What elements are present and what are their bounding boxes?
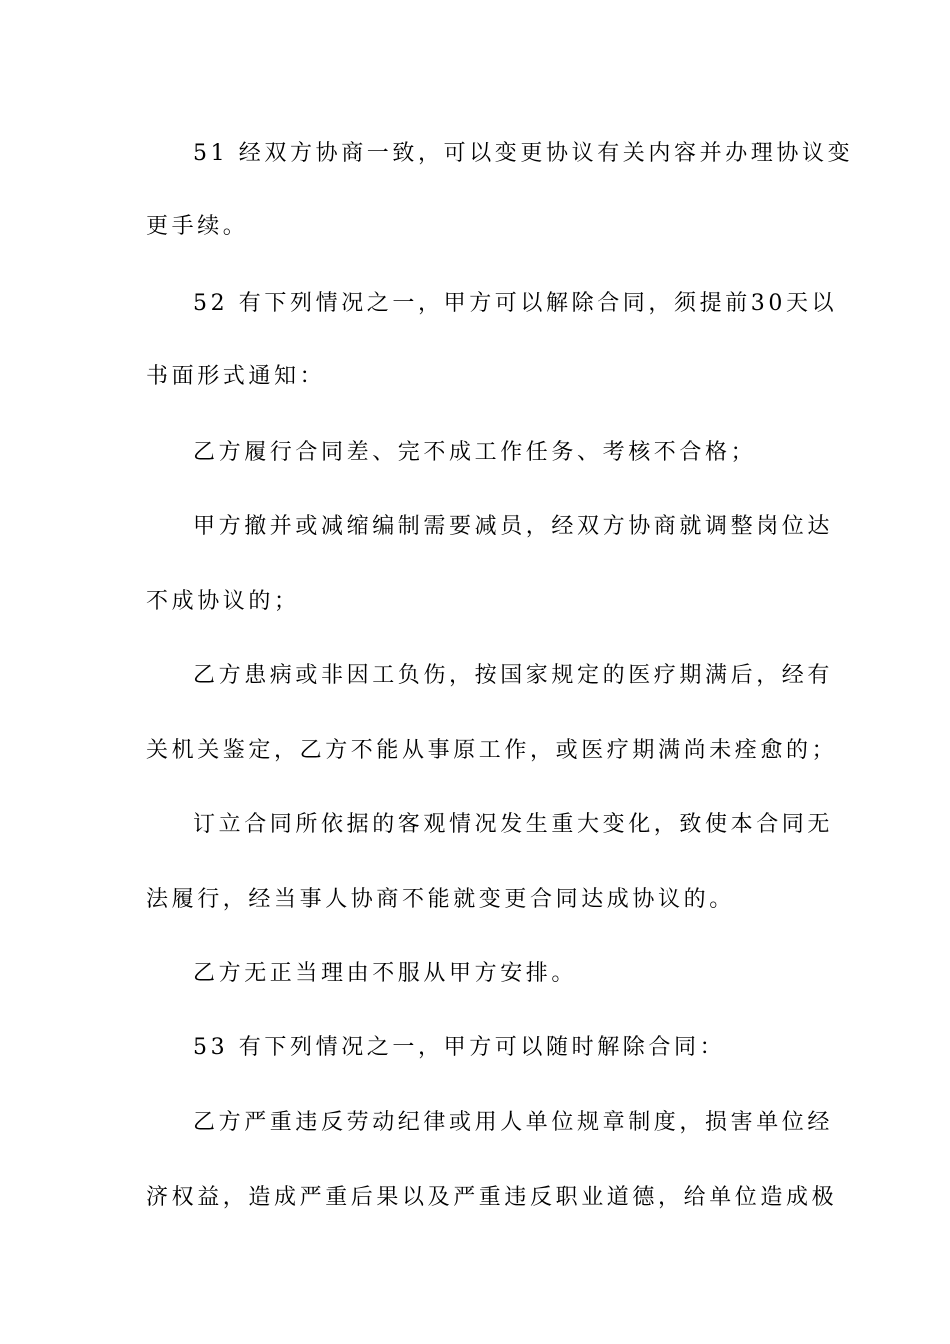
paragraph-51-line-2: 更手续。 [146, 214, 249, 239]
paragraph-51-line-1: 51 经双方协商一致，可以变更协议有关内容并办理协议变 [193, 141, 854, 166]
paragraph-52-line-2: 书面形式通知： [146, 364, 326, 389]
clause-item-disobedience: 乙方无正当理由不服从甲方安排。 [193, 961, 578, 986]
clause-item-staff-reduction-line-1: 甲方撤并或减缩编制需要减员，经双方协商就调整岗位达 [193, 514, 834, 539]
clause-item-circumstance-change-line-2: 法履行，经当事人协商不能就变更合同达成协议的。 [146, 887, 735, 912]
clause-item-staff-reduction-line-2: 不成协议的； [146, 589, 300, 614]
clause-item-illness-line-1: 乙方患病或非因工负伤，按国家规定的医疗期满后，经有 [193, 663, 834, 688]
clause-item-circumstance-change-line-1: 订立合同所依据的客观情况发生重大变化，致使本合同无 [193, 812, 834, 837]
clause-item-discipline-line-1: 乙方严重违反劳动纪律或用人单位规章制度，损害单位经 [193, 1110, 834, 1135]
clause-item-performance: 乙方履行合同差、完不成工作任务、考核不合格； [193, 440, 757, 465]
clause-item-discipline-line-2: 济权益，造成严重后果以及严重违反职业道德，给单位造成极 [146, 1185, 838, 1210]
paragraph-52-line-1: 52 有下列情况之一，甲方可以解除合同，须提前30天以 [193, 291, 838, 316]
paragraph-53-line-1: 53 有下列情况之一，甲方可以随时解除合同： [193, 1035, 726, 1060]
clause-item-illness-line-2: 关机关鉴定，乙方不能从事原工作，或医疗期满尚未痊愈的； [146, 738, 838, 763]
